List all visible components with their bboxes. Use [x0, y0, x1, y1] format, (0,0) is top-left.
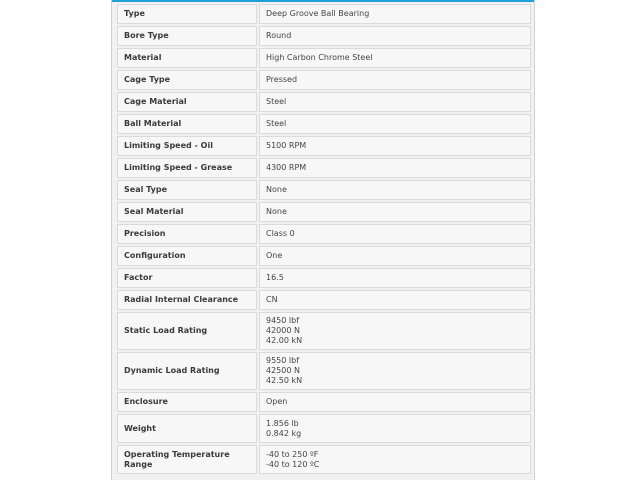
spec-value: None [259, 180, 531, 200]
spec-value: 4300 RPM [259, 158, 531, 178]
spec-label: Limiting Speed - Grease [117, 158, 257, 178]
table-row [117, 414, 531, 443]
spec-label: Bore Type [117, 26, 257, 46]
table-row [117, 312, 531, 350]
table-row [117, 48, 531, 68]
spec-value: None [259, 202, 531, 222]
spec-value: High Carbon Chrome Steel [259, 48, 531, 68]
table-row [117, 26, 531, 46]
table-row [117, 246, 531, 266]
spec-label: Seal Type [117, 180, 257, 200]
table-row [117, 158, 531, 178]
table-row [117, 352, 531, 390]
spec-label: Material [117, 48, 257, 68]
spec-value: Deep Groove Ball Bearing [259, 4, 531, 24]
table-row [117, 268, 531, 288]
spec-label: Enclosure [117, 392, 257, 412]
spec-label: Factor [117, 268, 257, 288]
spec-value: Pressed [259, 70, 531, 90]
table-row [117, 445, 531, 474]
spec-label: Seal Material [117, 202, 257, 222]
table-row [117, 180, 531, 200]
spec-label: Weight [117, 414, 257, 443]
spec-label: Ball Material [117, 114, 257, 134]
table-row [117, 70, 531, 90]
spec-label: Cage Material [117, 92, 257, 112]
spec-value: Steel [259, 114, 531, 134]
table-row [117, 136, 531, 156]
spec-label: Configuration [117, 246, 257, 266]
spec-value: 5100 RPM [259, 136, 531, 156]
spec-label: Type [117, 4, 257, 24]
spec-label: Radial Internal Clearance [117, 290, 257, 310]
table-row [117, 224, 531, 244]
spec-value: CN [259, 290, 531, 310]
spec-label: Operating Temperature Range [117, 445, 257, 474]
spec-value: 9450 lbf 42000 N 42.00 kN [259, 312, 531, 350]
spec-label: Precision [117, 224, 257, 244]
spec-label: Dynamic Load Rating [117, 352, 257, 390]
spec-label: Static Load Rating [117, 312, 257, 350]
table-row [117, 392, 531, 412]
table-row [117, 290, 531, 310]
spec-value: Class 0 [259, 224, 531, 244]
table-row [117, 92, 531, 112]
table-row [117, 202, 531, 222]
spec-value: 9550 lbf 42500 N 42.50 kN [259, 352, 531, 390]
table-row [117, 114, 531, 134]
spec-value: 1.856 lb 0.842 kg [259, 414, 531, 443]
table-row [117, 4, 531, 24]
spec-value: One [259, 246, 531, 266]
spec-label: Cage Type [117, 70, 257, 90]
specifications-table [115, 2, 533, 476]
spec-label: Limiting Speed - Oil [117, 136, 257, 156]
spec-value: Open [259, 392, 531, 412]
spec-value: -40 to 250 ºF -40 to 120 ºC [259, 445, 531, 474]
spec-panel [111, 0, 535, 480]
spec-value: Round [259, 26, 531, 46]
spec-value: Steel [259, 92, 531, 112]
spec-value: 16.5 [259, 268, 531, 288]
